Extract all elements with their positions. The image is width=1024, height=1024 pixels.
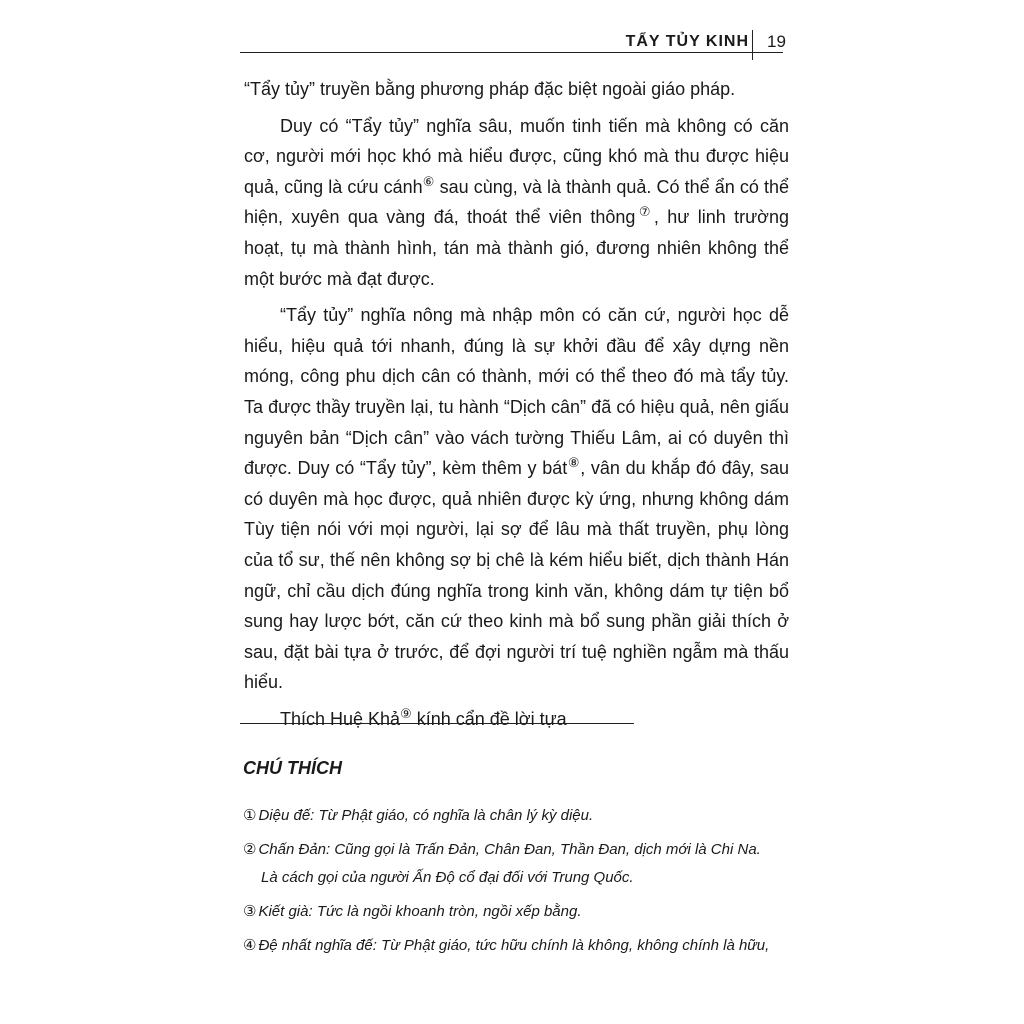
notes-list (243, 802, 803, 966)
paragraph-3-part-b: , vân du khắp đó đây, sau có duyên mà học được, quả nhiên được kỳ ứng, nhưng không dám Tùy tiện nói với mọi người, lại sợ để lâu mà thất truyền, phụ lòng của tổ sư, thế nên không sợ bị chê là kém hiểu biết, dịch thành Hán ngữ, chỉ cầu dịch đúng nghĩa trong kinh văn, không dám tự tiện bổ sung hay lược bớt, căn cứ theo kinh mà bổ sung phần giải thích ở sau, đặt bài tựa ở trước, để đợi người trí tuệ nghiền ngẫm mà thấu hiểu. (244, 458, 789, 693)
paragraph-3 (244, 300, 789, 698)
note-text-continuation: Là cách gọi của người Ấn Độ cổ đại đối với Trung Quốc. (261, 869, 634, 886)
note-number: ③ (243, 903, 257, 920)
note-number: ② (243, 841, 257, 858)
header-divider (752, 30, 753, 60)
footnote-ref-7: ⑦ (635, 204, 654, 220)
footnote-ref-8: ⑧ (567, 455, 581, 471)
note-item (243, 898, 803, 926)
signature-line (244, 704, 789, 735)
note-item (243, 802, 803, 830)
note-text: Chấn Đản: Cũng gọi là Trấn Đản, Chân Đan, Thần Đan, dịch mới là Chi Na. (258, 841, 761, 858)
notes-heading: CHÚ THÍCH (243, 758, 342, 778)
footnote-ref-9: ⑨ (400, 705, 412, 721)
note-text: Diệu đế: Từ Phật giáo, có nghĩa là chân lý kỳ diệu. (258, 807, 594, 824)
note-number: ① (243, 807, 257, 824)
note-text: Đệ nhất nghĩa đế: Từ Phật giáo, tức hữu chính là không, không chính là hữu, (258, 937, 770, 954)
paragraph-1: “Tẩy tủy” truyền bằng phương pháp đặc biệt ngoài giáo pháp. (244, 79, 736, 99)
note-text: Kiết già: Tức là ngồi khoanh tròn, ngồi xếp bằng. (258, 903, 582, 920)
paragraph-2-part-b: sau cùng, và là thành quả. Có thể ẩn có thể hiện, xuyên qua vàng đá, thoát thể viên thông (244, 176, 790, 228)
note-item (243, 836, 803, 892)
paragraph-2-part-a: Duy có “Tẩy tủy” nghĩa sâu, muốn tinh tiến mà không có căn cơ, người mới học khó mà hiểu được, cũng khó mà thu được hiệu quả, cũng là cứu cánh (244, 115, 789, 197)
main-text (244, 74, 789, 740)
footnote-ref-6: ⑥ (422, 173, 435, 189)
signature-name: Thích Huệ Khả (280, 708, 401, 729)
note-item (243, 932, 803, 960)
running-header-title: TẨY TỦY KINH (625, 33, 749, 50)
paragraph-3-part-a: “Tẩy tủy” nghĩa nông mà nhập môn có căn cứ, người học dễ hiểu, hiệu quả tới nhanh, đúng là sự khởi đầu để xây dựng nền móng, công phu dịch cân có thành, mới có thể theo đó mà tẩy tủy. Ta được thầy truyền lại, tu hành “Dịch cân” đã có hiệu quả, nên giấu nguyên bản “Dịch cân” vào vách tường Thiếu Lâm, ai có duyên thì được. Duy có “Tẩy tủy”, kèm thêm y bát (244, 305, 789, 479)
paragraph-2 (244, 111, 789, 295)
signature-text: kính cẩn đề lời tựa (411, 708, 567, 729)
footnote-rule (240, 723, 634, 724)
paragraph-2-part-c: , hư linh trường hoạt, tụ mà thành hình, tán mà thành gió, đương nhiên không thể một bước mà đạt được. (244, 207, 790, 289)
page-number: 19 (767, 32, 786, 51)
note-number: ④ (243, 937, 257, 954)
header-rule (240, 52, 783, 53)
